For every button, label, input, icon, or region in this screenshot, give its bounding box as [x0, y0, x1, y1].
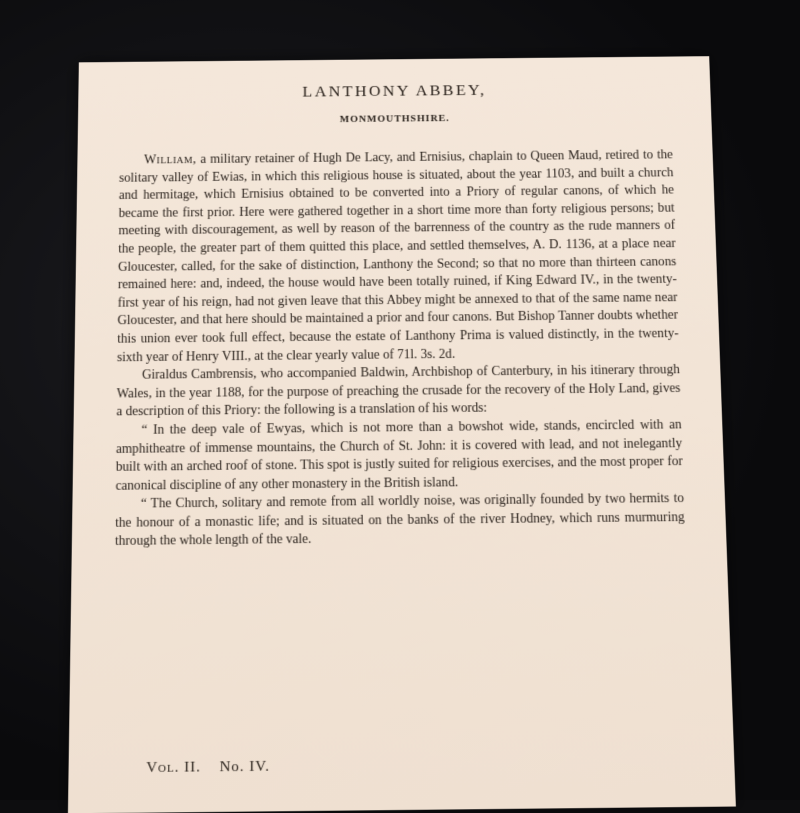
- page-subtitle: MONMOUTHSHIRE.: [339, 113, 450, 125]
- page-footer: [146, 759, 284, 777]
- lead-word: William,: [143, 152, 197, 167]
- paragraph-1: [117, 146, 679, 366]
- volume-label: Vol. II.: [146, 759, 201, 776]
- paragraph-2: Giraldus Cambrensis, who accompanied Baldwin, Archbishop of Canterbury, in his itinerary through Wales, in the year 1188, for the purpose of preaching the crusade for the recovery of the Holy Land, gives a description of this Priory: the following is a translation of his words:: [116, 362, 681, 419]
- paragraph-1-text: a military retainer of Hugh De Lacy, and Ernisius, chaplain to Queen Maud, retired to the solitary valley of Ewias, in which this religious house is situated, about the year 1103, and built a church and hermitage, which Ernisius obtained to be converted into a Priory of regular canons, of which he became the first prior. Here were gathered together in a short time more than forty religious persons; but meeting with discouragement, as well by reason of the barrenness of the country as the rude manners of the people, the greater part of them quitted this place, and settled themselves, A. D. 1136, at a place near Gloucester, called, for the sake of distinction, Lanthony the Second; so that no more than thirteen canons remained here: and, indeed, the house would have been totally ruined, if King Edward IV., in the twenty-first year of his reign, had not given leave that this Abbey might be annexed to that of the same name near Gloucester, and that here should be maintained a prior and four canons. But Bishop Tanner doubts whether this union ever took full effect, because the estate of Lanthony Prima is valued distinctly, in the twenty-sixth year of Henry VIII., at the clear yearly value of 71l. 3s. 2d.: [117, 147, 679, 364]
- printed-page: [68, 56, 736, 813]
- number-label: No. IV.: [219, 758, 270, 776]
- quote-paragraph-2: “ The Church, solitary and remote from all worldly noise, was originally founded by two hermits to the honour of a monastic life; and is situated on the banks of the river Hodney, which runs murmuring through the whole length of the vale.: [114, 490, 685, 549]
- page-title: LANTHONY ABBEY,: [302, 81, 487, 101]
- body-text: [115, 146, 686, 551]
- quote-paragraph-1: “ In the deep vale of Ewyas, which is not more than a bowshot wide, stands, encircled with an amphitheatre of immense mountains, the Church of St. John: it is covered with lead, and not inelegantly built with an arched roof of stone. This spot is justly suited for religious exercises, and the most proper for canonical discipline of any other monastery in the British island.: [115, 417, 683, 493]
